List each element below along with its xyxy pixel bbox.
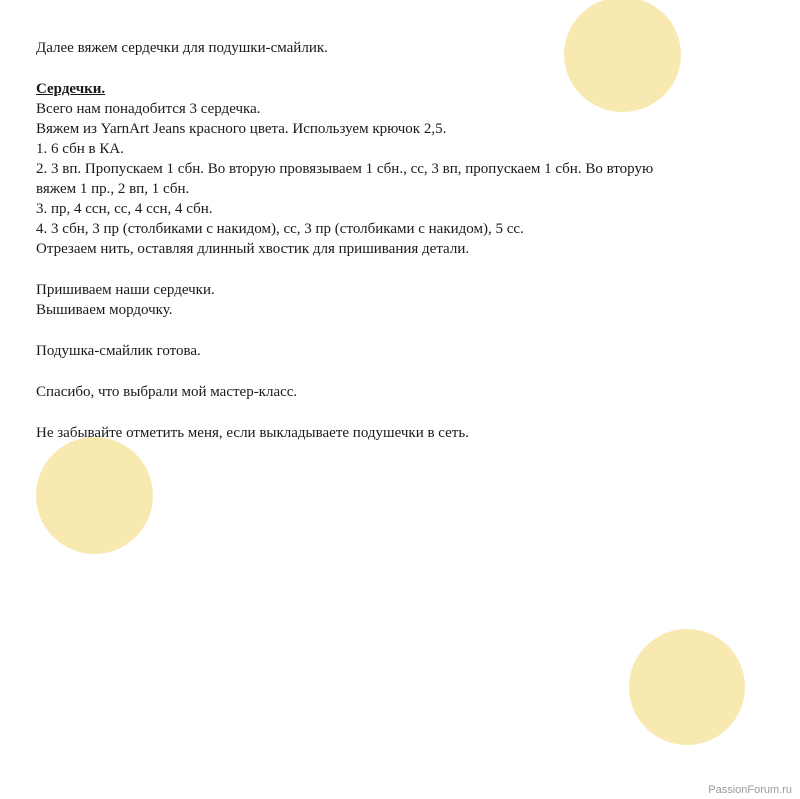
intro-text: Далее вяжем сердечки для подушки-смайлик. <box>36 40 328 56</box>
instruction-line: 4. 3 сбн, 3 пр (столбиками с накидом), сс, 3 пр (столбиками с накидом), 5 сс. <box>36 221 524 237</box>
document-body <box>36 38 796 443</box>
decorative-circle-bottom-right <box>629 629 745 745</box>
instruction-line: Вяжем из YarnArt Jeans красного цвета. Используем крючок 2,5. <box>36 121 447 137</box>
decorative-circle-left <box>36 437 153 554</box>
instruction-line: 1. 6 сбн в КА. <box>36 141 124 157</box>
ready-text: Подушка-смайлик готова. <box>36 343 201 359</box>
instruction-line: 3. пр, 4 ссн, сс, 4 ссн, 4 сбн. <box>36 201 213 217</box>
instruction-line: Всего нам понадобится 3 сердечка. <box>36 101 261 117</box>
instruction-line: 2. 3 вп. Пропускаем 1 сбн. Во вторую провязываем 1 сбн., сс, 3 вп, пропускаем 1 сбн. Во вторую <box>36 161 654 177</box>
thanks-text: Спасибо, что выбрали мой мастер-класс. <box>36 384 298 400</box>
reminder-text: Не забывайте отметить меня, если выкладываете подушечки в сеть. <box>36 425 469 441</box>
finish-line: Вышиваем мордочку. <box>36 302 173 318</box>
instruction-line: Отрезаем нить, оставляя длинный хвостик для пришивания детали. <box>36 241 470 257</box>
section-heading: Сердечки. <box>36 81 106 97</box>
finish-line: Пришиваем наши сердечки. <box>36 282 215 298</box>
instruction-line: вяжем 1 пр., 2 вп, 1 сбн. <box>36 181 190 197</box>
watermark: PassionForum.ru <box>708 784 792 796</box>
